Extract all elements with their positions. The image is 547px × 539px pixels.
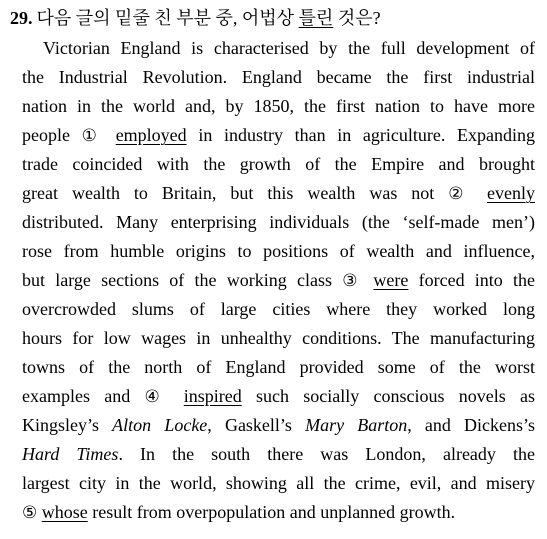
option-1-underlined: employed bbox=[115, 125, 187, 145]
passage-line-8: rose from humble origins to positions of wealth and influence, bbox=[22, 241, 535, 261]
passage-line-5: trade coincided with the growth of the Empire and brought bbox=[22, 154, 535, 174]
passage-line-16: largest city in the world, showing all the crime, evil, and misery bbox=[22, 473, 535, 493]
passage-text: , Gaskell’s bbox=[207, 415, 292, 435]
passage-line-12: towns of the north of England provided some of the worst bbox=[22, 357, 535, 377]
option-3-underlined: were bbox=[373, 270, 409, 290]
passage-text: people bbox=[22, 125, 70, 145]
option-4-underlined: inspired bbox=[183, 386, 242, 406]
option-marker-4: ④ bbox=[144, 387, 170, 406]
passage-line-3: nation in the world and, by 1850, the first nation to have more bbox=[22, 96, 535, 116]
passage-text: such socially conscious novels as bbox=[256, 386, 536, 406]
passage-line-6 bbox=[22, 179, 535, 208]
passage-line-9 bbox=[22, 266, 535, 295]
passage-line-17 bbox=[22, 498, 535, 527]
passage-text: examples and bbox=[22, 386, 131, 406]
option-2-underlined: evenly bbox=[487, 183, 535, 203]
option-marker-1: ① bbox=[81, 126, 105, 145]
novel-title-mary-barton: Mary Barton bbox=[305, 415, 408, 435]
question-line bbox=[10, 5, 537, 31]
passage-text: great wealth to Britain, but this wealth was not bbox=[22, 183, 435, 203]
passage-text: result from overpopulation and unplanned growth. bbox=[92, 502, 456, 522]
passage-line-10: overcrowded slums of large cities where they worked long bbox=[22, 299, 535, 319]
question-prompt bbox=[37, 8, 381, 28]
passage-line-15 bbox=[22, 440, 535, 469]
passage-line-4 bbox=[22, 121, 535, 150]
option-marker-3: ③ bbox=[342, 271, 364, 290]
prompt-text: 다음 글의 밑줄 친 부분 중, 어법상 bbox=[36, 8, 295, 28]
passage-text: . In the south there was London, already the bbox=[118, 444, 535, 464]
prompt-underlined-word: 틀린 bbox=[298, 8, 334, 28]
passage-text: forced into the bbox=[418, 270, 536, 290]
option-marker-5: ⑤ bbox=[22, 503, 38, 522]
prompt-text-end: 것은? bbox=[337, 8, 381, 28]
passage-text: but large sections of the working class bbox=[22, 270, 332, 290]
passage-text: Kingsley’s bbox=[22, 415, 100, 435]
passage-line-14 bbox=[22, 411, 535, 440]
question-number: 29. bbox=[10, 8, 33, 28]
option-5-underlined: whose bbox=[41, 502, 88, 522]
passage bbox=[22, 34, 535, 527]
novel-title-alton-locke: Alton Locke bbox=[112, 415, 208, 435]
passage-line-2: the Industrial Revolution. England became the first industrial bbox=[22, 67, 535, 87]
passage-line-11: hours for low wages in unhealthy conditions. The manufacturing bbox=[22, 328, 535, 348]
passage-line-1: Victorian England is characterised by the full development of bbox=[43, 38, 535, 58]
passage-line-13 bbox=[22, 382, 535, 411]
novel-title-hard-times: Hard Times bbox=[22, 444, 119, 464]
passage-text: in industry than in agriculture. Expanding bbox=[198, 125, 536, 145]
option-marker-2: ② bbox=[448, 184, 474, 203]
passage-text: , and Dickens’s bbox=[407, 415, 536, 435]
passage-line-7: distributed. Many enterprising individuals (the ‘self-made men’) bbox=[22, 212, 535, 232]
